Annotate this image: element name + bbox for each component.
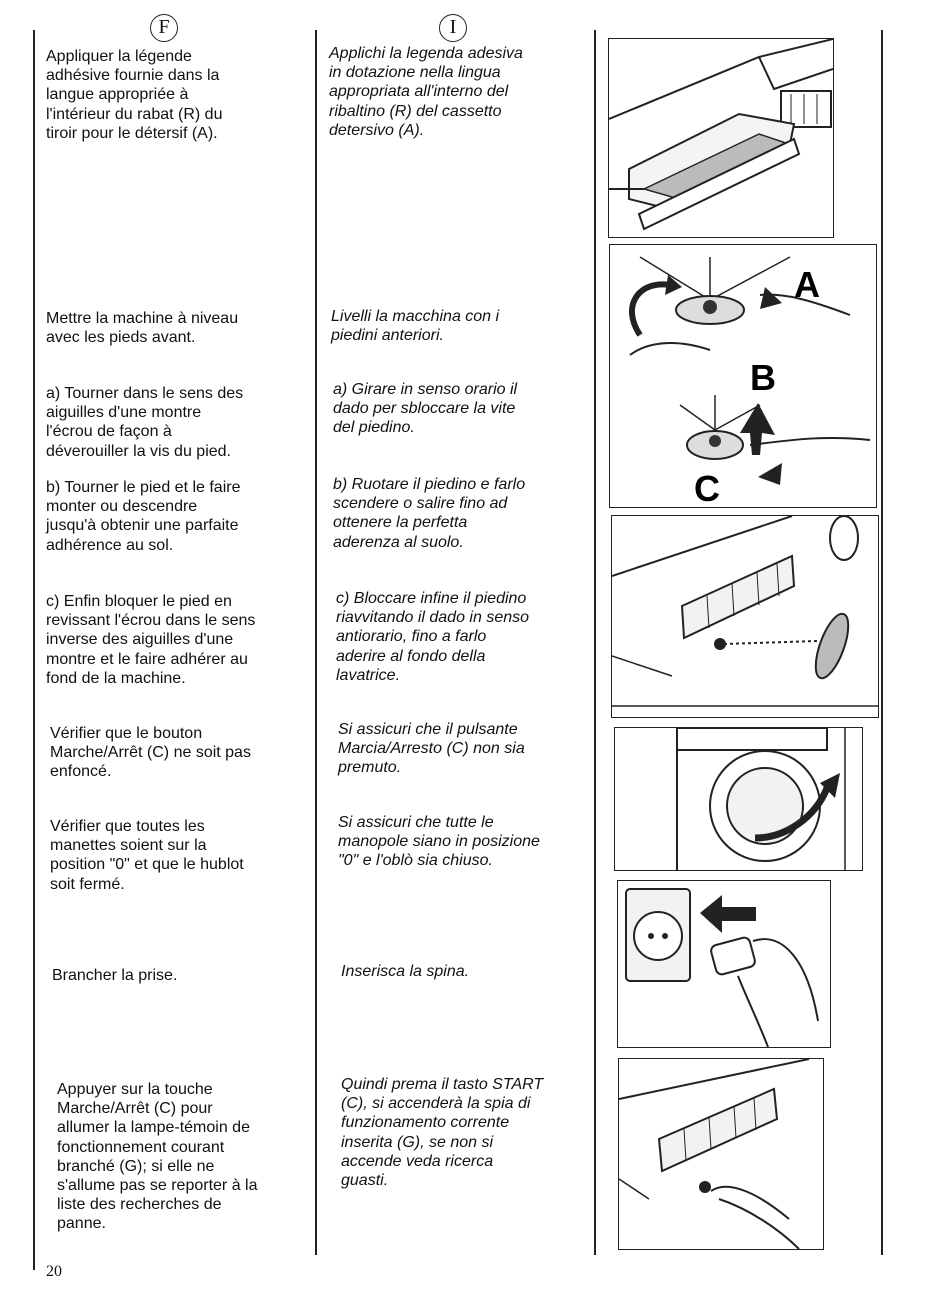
fr-step-b: b) Tourner le pied et le faire monter ou descendre jusqu'à obtenir une parfaite adhérence au sol. (46, 479, 241, 554)
fr-check-button: Vérifier que le bouton Marche/Arrêt (C) ne soit pas enfoncé. (50, 725, 251, 781)
fr-plug-in: Brancher la prise. (52, 967, 178, 984)
it-check-knobs: Si assicuri che tutte le manopole siano in posizione "0" e l'oblò sia chiuso. (338, 814, 540, 870)
fr-step-a: a) Tourner dans le sens des aiguilles d'une montre l'écrou de façon à déverouiller la vis du pied. (46, 385, 244, 460)
it-press-button: Quindi prema il tasto START (C), si accenderà la spia di funzionamento corrente inserita (G), se non si accende veda ricerca guasti. (341, 1076, 544, 1190)
figure-press-start (618, 1058, 824, 1250)
it-step-c: c) Bloccare infine il piedino riavvitando il dado in senso antiorario, fino a farlo aderire al fondo della lavatrice. (336, 590, 530, 684)
figure-control-panel (611, 515, 879, 718)
column-divider-middle (315, 30, 317, 1255)
language-marker-fr: F (150, 14, 178, 42)
fr-press-button: Appuyer sur la touche Marche/Arrêt (C) pour allumer la lampe-témoin de fonctionnement courant branché (G); si elle ne s'allume pas se reporter à la liste des recherches de panne. (57, 1081, 258, 1233)
it-plug-in: Inserisca la spina. (341, 963, 470, 980)
it-check-button: Si assicuri che il pulsante Marcia/Arresto (C) non sia premuto. (338, 721, 525, 777)
figure-detergent-drawer (608, 38, 834, 238)
fr-check-knobs: Vérifier que toutes les manettes soient sur la position "0" et que le hublot soit fermé. (50, 818, 244, 893)
figure-plug-socket (617, 880, 831, 1048)
fr-level-machine: Mettre la machine à niveau avec les pieds avant. (46, 310, 239, 347)
page-number: 20 (46, 1263, 62, 1280)
fr-sticker-instruction: Appliquer la légende adhésive fournie dans la langue appropriée à l'intérieur du rabat (R) du tiroir pour le détersif (A). (46, 48, 223, 142)
figure-foot-adjustment (609, 244, 877, 508)
figure-porthole-door (614, 727, 863, 871)
it-level-machine: Livelli la macchina con i piedini anteriori. (331, 308, 500, 345)
fr-step-c: c) Enfin bloquer le pied en revissant l'écrou dans le sens inverse des aiguilles d'une montre et le faire adhérer au fond de la machine. (46, 593, 256, 687)
figure-label-c: C (694, 468, 720, 507)
figure-label-b: B (750, 357, 776, 398)
column-divider-right (594, 30, 596, 1255)
it-step-a: a) Girare in senso orario il dado per sbloccare la vite del piedino. (333, 381, 518, 437)
figure-label-a: A (794, 264, 820, 305)
it-sticker-instruction: Applichi la legenda adesiva in dotazione nella lingua appropriata all'interno del ribaltino (R) del cassetto detersivo (A). (329, 45, 523, 139)
it-step-b: b) Ruotare il piedino e farlo scendere o salire fino ad ottenere la perfetta aderenza al suolo. (333, 476, 526, 551)
language-marker-it: I (439, 14, 467, 42)
column-divider-left (33, 30, 35, 1270)
page-edge-right (881, 30, 883, 1255)
